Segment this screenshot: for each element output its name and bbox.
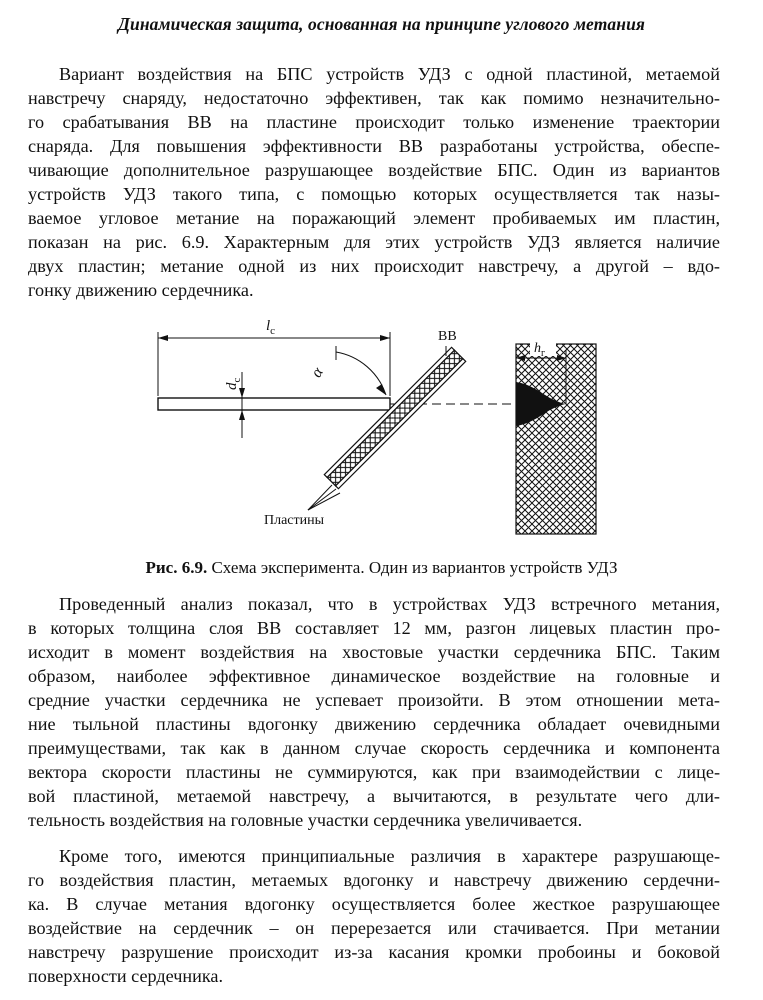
paragraph-line: средние участки сердечника не успевает произойти. В этом отношении мета- (28, 690, 720, 710)
alpha-arrow (376, 384, 386, 395)
figure-number: Рис. 6.9. (145, 558, 208, 577)
front-plate (324, 347, 454, 477)
paragraph-line: гонку движению сердечника. (28, 280, 254, 300)
paragraph-line: двух пластин; метание одной из них происходит навстречу, а другой – вдо- (28, 256, 720, 276)
paragraph-line: Кроме того, имеются принципиальные различия в характере разрушающе- (59, 846, 720, 866)
section-heading: Динамическая защита, основанная на принципе углового метания (117, 14, 646, 34)
paragraph-line: вой пластиной, метаемой навстречу, а вычитаются, в результате чего дли- (28, 786, 720, 806)
core-rod (158, 398, 390, 410)
plates-leader-2 (308, 489, 336, 510)
paragraph-line: тельность воздействия на головные участки сердечника увеличивается. (28, 810, 583, 830)
plates-label: Пластины (264, 513, 325, 528)
paragraph-line: Вариант воздействия на БПС устройств УДЗ с одной пластиной, метаемой (59, 64, 720, 84)
paragraph-line: образом, наиболее эффективное динамическое воздействие на головные и (28, 666, 720, 686)
explosive-layer (327, 350, 463, 486)
lc-arrow-right (380, 335, 390, 341)
plates-leader-3 (308, 493, 340, 510)
paragraph-line: ваемое угловое метание на поражающий элемент пробиваемых им пластин, (28, 208, 720, 228)
hr-label: $h_г$ (534, 341, 546, 359)
paragraph-line: навстречу разрушение происходит из-за касания кромки пробоины и боковой (28, 942, 720, 962)
figure-caption (0, 558, 763, 578)
dc-label: $d_с$ (224, 377, 243, 390)
paragraph-line: ние тыльной пластины вдогонку движению сердечника обладает очевидными (28, 714, 720, 734)
alpha-label: α (307, 364, 327, 381)
paragraph-1 (28, 62, 720, 302)
paragraph-line: навстречу снаряду, недостаточно эффективен, так как помимо незначительно- (28, 88, 720, 108)
paragraph-line: преимуществами, так как в данном случае скорость сердечника и компонента (28, 738, 720, 758)
paragraph-line: снаряда. Для повышения эффективности ВВ разработаны устройства, обеспе- (28, 136, 720, 156)
plates-leader-1 (308, 485, 332, 510)
paragraph-line: в которых толщина слоя ВВ составляет 12 мм, разгон лицевых пластин про- (28, 618, 720, 638)
figure-6-9 (140, 300, 600, 540)
paragraph-line: Проведенный анализ показал, что в устройствах УДЗ встречного метания, (59, 594, 720, 614)
paragraph-line: го срабатывания ВВ на пластине происходит только изменение траектории (28, 112, 720, 132)
paragraph-line: вектора скорости пластины не суммируются, как при взаимодействии с лице- (28, 762, 720, 782)
paragraph-line: го воздействия пластин, метаемых вдогонку и навстречу движению сердечни- (28, 870, 720, 890)
figure-caption-text: Схема эксперимента. Один из вариантов устройств УДЗ (207, 558, 618, 577)
dc-arrow-bottom (239, 410, 245, 420)
paragraph-line: ка. В случае метания вдогонку осуществляется более жесткое разрушающее (28, 894, 720, 914)
paragraph-line: исходит в момент воздействия на хвостовые участки сердечника БПС. Таким (28, 642, 720, 662)
paragraph-line: устройств УДЗ такого типа, с помощью которых осуществляется так назы- (28, 184, 720, 204)
paragraph-3 (28, 844, 720, 988)
rear-plate (336, 359, 466, 489)
plates-assembly (324, 347, 465, 488)
explosive-label: ВВ (438, 329, 457, 344)
paragraph-line: воздействие на сердечник – он перерезается или стачивается. При метании (28, 918, 720, 938)
paragraph-line: показан на рис. 6.9. Характерным для этих устройств УДЗ является наличие (28, 232, 720, 252)
paragraph-line: поверхности сердечника. (28, 966, 224, 986)
paragraph-2 (28, 592, 720, 832)
paragraph-line: чивающие дополнительное разрушающее воздействие БПС. Один из вариантов (28, 160, 720, 180)
lc-label: $l_с$ (266, 318, 276, 337)
target-block (516, 344, 596, 534)
lc-arrow-left (158, 335, 168, 341)
